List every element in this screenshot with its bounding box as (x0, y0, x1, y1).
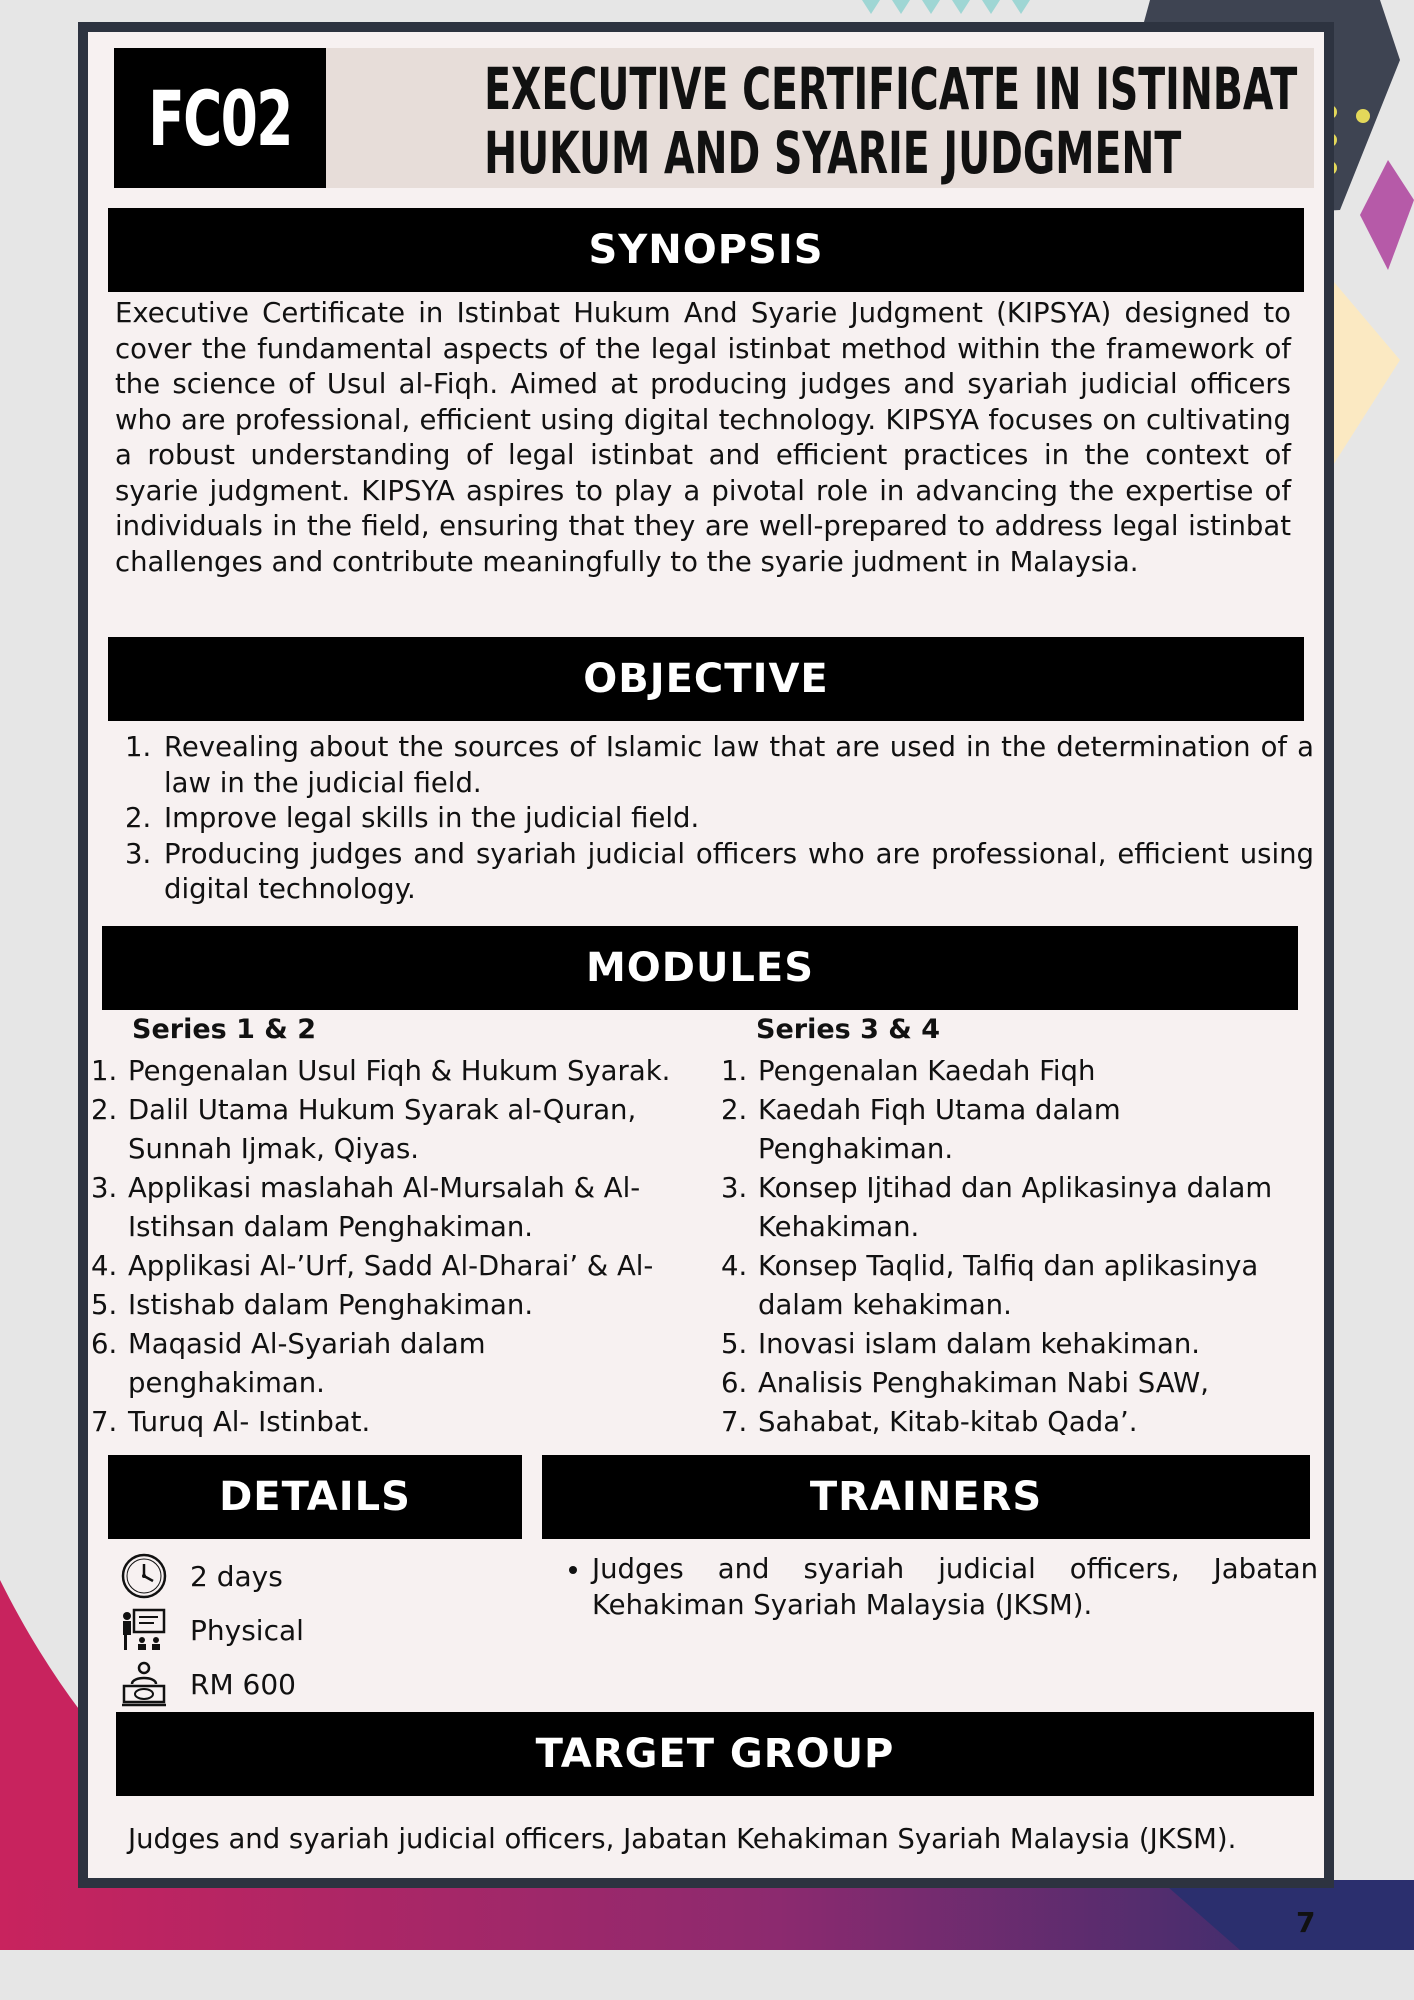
course-code-box (114, 48, 326, 188)
synopsis-heading: SYNOPSIS (108, 208, 1304, 292)
course-title-line2: HUKUM AND SYARIE JUDGMENT (484, 119, 1182, 187)
classroom-icon (120, 1606, 168, 1654)
module-item: 5. Inovasi islam dalam kehakiman. (756, 1325, 1334, 1364)
money-icon (120, 1660, 168, 1708)
modules-heading: MODULES (102, 926, 1298, 1010)
module-item: 5. Istishab dalam Penghakiman. (126, 1286, 706, 1325)
module-item: 2. Kaedah Fiqh Utama dalam Penghakiman. (756, 1091, 1178, 1169)
objective-item: 2. Improve legal skills in the judicial field. (160, 801, 1314, 837)
series-3-4-list (710, 1052, 1334, 1442)
trainer-item: • Judges and syariah judicial officers, Jabatan Kehakiman Syariah Malaysia (JKSM). (592, 1552, 1318, 1623)
fee-value: RM 600 (190, 1667, 296, 1701)
module-item: 1. Pengenalan Kaedah Fiqh (756, 1052, 1334, 1091)
target-group-text: Judges and syariah judicial officers, Jabatan Kehakiman Syariah Malaysia (JKSM). (128, 1823, 1237, 1855)
module-item: 7. Sahabat, Kitab-kitab Qada’. (756, 1403, 1334, 1442)
module-item: 3. Applikasi maslahah Al-Mursalah & Al-Istihsan dalam Penghakiman. (126, 1169, 706, 1247)
mode-value: Physical (190, 1613, 304, 1647)
objective-list (118, 730, 1314, 908)
details-heading: DETAILS (108, 1455, 522, 1539)
mode-row (120, 1606, 304, 1654)
module-item: 3. Konsep Ijtihad dan Aplikasinya dalam Kehakiman. (756, 1169, 1334, 1247)
target-group-heading: TARGET GROUP (116, 1712, 1314, 1796)
details-panel (120, 1552, 520, 1732)
clock-icon (120, 1552, 168, 1600)
module-item: 7. Turuq Al- Istinbat. (126, 1403, 706, 1442)
series-1-2-label: Series 1 & 2 (132, 1014, 317, 1045)
objective-heading: OBJECTIVE (108, 637, 1304, 721)
module-item: 2. Dalil Utama Hukum Syarak al-Quran, Sunnah Ijmak, Qiyas. (126, 1091, 706, 1169)
module-item: 6. Analisis Penghakiman Nabi SAW, (756, 1364, 1334, 1403)
course-title-line1: EXECUTIVE CERTIFICATE IN ISTINBAT (484, 55, 1298, 123)
fee-row (120, 1660, 296, 1708)
series-1-2-list (92, 1052, 706, 1442)
objective-item: 1. Revealing about the sources of Islamic law that are used in the determination of a law in the judicial field. (160, 730, 1314, 801)
module-item: 1. Pengenalan Usul Fiqh & Hukum Syarak. (126, 1052, 706, 1091)
module-item: 4. Konsep Taqlid, Talfiq dan aplikasinya dalam kehakiman. (756, 1247, 1334, 1325)
duration-value: 2 days (190, 1559, 283, 1593)
course-code: FC02 (148, 73, 292, 163)
duration-row (120, 1552, 283, 1600)
objective-item: 3. Producing judges and syariah judicial officers who are professional, efficient using digital technology. (160, 837, 1314, 908)
content-frame (78, 22, 1334, 1888)
series-3-4-label: Series 3 & 4 (756, 1014, 941, 1045)
title-box (326, 48, 1314, 188)
trainers-list (550, 1552, 1318, 1623)
trainers-heading: TRAINERS (542, 1455, 1310, 1539)
synopsis-text: Executive Certificate in Istinbat Hukum And Syarie Judgment (KIPSYA) designed to cover the fundamental aspects of the legal istinbat method within the framework of the science of Usul al-Fiqh. Aimed at producing judges and syariah judicial officers who are professional, efficient using digital technology. KIPSYA focuses on cultivating a robust understanding of legal istinbat and efficient practices in the context of syarie judgment. KIPSYA aspires to play a pivotal role in advancing the expertise of individuals in the field, ensuring that they are well-prepared to address legal istinbat challenges and contribute meaningfully to the syarie judment in Malaysia. (115, 297, 1291, 578)
page-number: 7 (1296, 1906, 1316, 1939)
module-item: 4. Applikasi Al-’Urf, Sadd Al-Dharai’ & Al- (126, 1247, 706, 1286)
module-item: 6. Maqasid Al-Syariah dalam penghakiman. (126, 1325, 548, 1403)
